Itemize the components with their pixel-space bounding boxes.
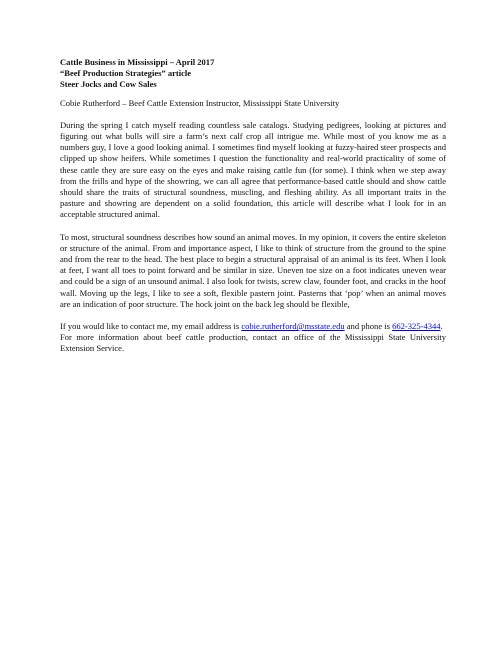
contact-paragraph (60, 321, 446, 332)
contact-text-pre: If you would like to contact me, my email address is (60, 321, 242, 332)
article-body (60, 57, 446, 355)
more-info-paragraph: For more information about beef cattle production, contact an office of the Mississippi State University Extension Service. (60, 332, 446, 354)
contact-text-post: . (440, 321, 443, 332)
paragraph-1: During the spring I catch myself reading countless sale catalogs. Studying pedigrees, looking at pictures and figuring out what bulls will sire a farm’s next calf crop all intrigue me. While most of you know me as a numbers guy, I love a good looking animal. I sometimes find myself looking at fuzzy-haired steer prospects and clipped up show heifers. While sometimes I question the functionality and real-world practicality of some of these cattle they are sure easy on the eyes and make raising cattle fun (for some). I think when we step away from the frills and hype of the showring, we can all agree that performance-based cattle should and show cattle should share the traits of structural soundness, muscling, and fleshing ability. As all important traits in the pasture and showring are dependent on a solid foundation, this article will describe what I look for in an acceptable structured animal. (60, 119, 446, 220)
publication-title: Cattle Business in Mississippi – April 2017 (60, 57, 215, 67)
paragraph-2: To most, structural soundness describes how sound an animal moves. In my opinion, it covers the entire skeleton or structure of the animal. From and importance aspect, I like to think of structure from the ground to the spine and from the rear to the head. The best place to begin a structural appraisal of an animal is its feet. When I look at feet, I want all toes to point forward and be similar in size. Uneven toe size on a foot indicates uneven wear and could be a sign of an unsound animal. I also look for twists, screw claw, founder foot, and cracks in the hoof wall. Moving up the legs, I like to see a soft, flexible pastern joint. Pasterns that ‘pop’ when an animal moves are an indication of poor structure. The hock joint on the back leg should be flexible, (60, 231, 446, 309)
article-series: “Beef Production Strategies” article (60, 68, 192, 79)
contact-text-mid: and phone is (344, 321, 393, 332)
email-link[interactable]: cobie.rutherford@msstate.edu (241, 321, 345, 332)
article-title: Steer Jocks and Cow Sales (60, 79, 157, 90)
phone-link[interactable]: 662-325-4344 (392, 321, 441, 332)
author-line: Cobie Rutherford – Beef Cattle Extension Instructor, Mississippi State University (60, 97, 340, 108)
